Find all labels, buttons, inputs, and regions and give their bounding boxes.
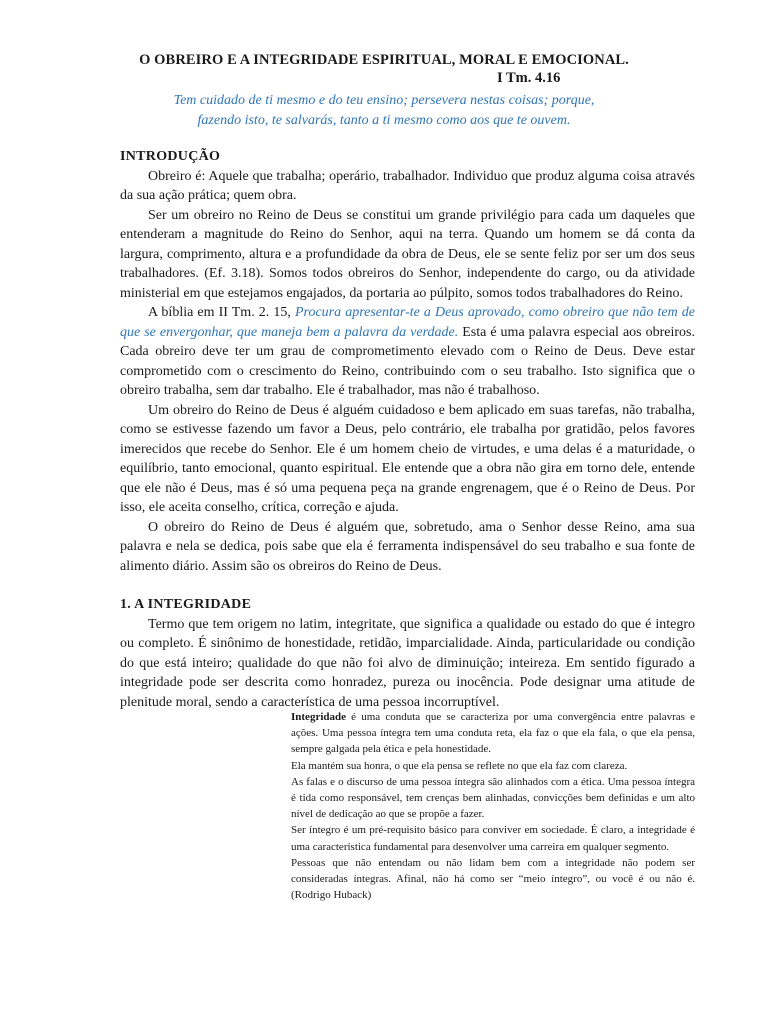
scripture-reference: I Tm. 4.16 xyxy=(497,70,561,86)
section-1-paragraph-1 xyxy=(120,615,695,713)
intro-paragraph-5-text: O obreiro do Reino de Deus é alguém que, sobretudo, ama o Senhor desse Reino, ama sua palavra e nela se dedica, pois sabe que ela é ferramenta indispensável do seu trabalho e sua fonte de alimento diário. Assim são os obreiros do Reino de Deus. xyxy=(120,519,695,574)
integrity-quote-block xyxy=(291,709,695,903)
intro-paragraph-2-text: Ser um obreiro no Reino de Deus se constitui um grande privilégio para cada um daqueles que entenderam a magnitude do Reino do Senhor, aqui na terra. Quando um homem se dá conta da largura, comprimento, altura e a profundidade da obra de Deus, ele se sente feliz por ser um dos seus trabalhadores. (Ef. 3.18). Somos todos obreiros do Senhor, independente do cargo, ou da atividade ministerial em que estejamos engajados, da portaria ao púlpito, somos todos trabalhadores do Reino. xyxy=(120,207,695,301)
quote-paragraph-3: As falas e o discurso de uma pessoa íntegra são alinhados com a ética. Uma pessoa íntegra é tida como responsável, tem crenças bem alinhadas, convicções bem definidas e um alto nível de dedicação ao que se propõe a fazer. xyxy=(291,775,695,821)
intro-paragraph-3-quote: Procura apresentar-te a Deus aprovado, como obreiro que não tem de que se envergonhar, que maneja bem a palavra da verdade. xyxy=(120,305,695,340)
intro-paragraph-4-text: Um obreiro do Reino de Deus é alguém cuidadoso e bem aplicado em suas tarefas, não trabalha, como se estivesse fazendo um favor a Deus, pelo contrário, ele trabalha por gratidão, pelos favores imerecidos que recebe do Senhor. Ele é um homem cheio de virtudes, e uma delas é a maturidade, o equilíbrio, tanto emocional, quanto espiritual. Ele entende que a obra não gira em torno dele, entende que ele não é Deus, mas é só uma pequena peça na grande engrenagem, que é o Reino de Deus. Por isso, ele aceita conselho, crítica, correção e ajuda. xyxy=(120,402,695,515)
quote-paragraph-4: Ser íntegro é um pré-requisito básico para conviver em sociedade. É claro, a integridade é uma característica fundamental para desenvolver uma carreira em qualquer segmento. xyxy=(291,824,695,853)
quote-paragraph-1-text: é uma conduta que se caracteriza por uma convergência entre palavras e ações. Uma pessoa íntegra tem uma conduta reta, ela faz o que ela fala, o que ela pensa, sempre galgada pela ética e pela honestidade. xyxy=(291,711,695,756)
intro-paragraph-5 xyxy=(120,518,695,577)
intro-paragraph-2 xyxy=(120,206,695,304)
quote-paragraph-2: Ela mantém sua honra, o que ela pensa se reflete no que ela faz com clareza. xyxy=(291,759,628,772)
quote-paragraph-5: Pessoas que não entendam ou não lidam bem com a integridade não podem ser consideradas íntegras. Afinal, não há como ser “meio íntegro”, ou você é ou não é. (Rodrigo Huback) xyxy=(291,856,695,902)
quote-paragraph-1 xyxy=(291,709,695,758)
intro-paragraph-3 xyxy=(120,303,695,401)
section-spacer xyxy=(120,576,695,595)
verse-line-2: fazendo isto, te salvarás, tanto a ti mesmo como aos que te ouvem. xyxy=(197,112,571,128)
intro-paragraph-1-text: Obreiro é: Aquele que trabalha; operário, trabalhador. Individuo que produz alguma coisa através da sua ação prática; quem obra. xyxy=(120,168,695,203)
section-1-heading: 1. A INTEGRIDADE xyxy=(120,597,252,612)
epigraph-verse xyxy=(120,91,648,130)
document-body xyxy=(120,147,695,712)
intro-paragraph-3-start: A bíblia em II Tm. 2. 15, xyxy=(148,305,295,320)
document-title: O OBREIRO E A INTEGRIDADE ESPIRITUAL, MORAL E EMOCIONAL. xyxy=(139,52,629,68)
intro-paragraph-4 xyxy=(120,401,695,518)
intro-paragraph-3-end: Esta é uma palavra especial aos obreiros. Cada obreiro deve ter um grau de comprometimento elevado com o Reino de Deus. Deve estar comprometido com o crescimento do Reino, contribuindo com o seu trabalho. Isto significa que o obreiro trabalha, sem dar trabalho. Ele é trabalhador, mas não é trabalhoso. xyxy=(120,324,695,398)
section-1-paragraph-1-text: Termo que tem origem no latim, integritate, que significa a qualidade ou estado do que é integro ou completo. É sinônimo de honestidade, retidão, imparcialidade. Ainda, particularidade ou condição do que está inteiro; qualidade do que não foi alvo de diminuição; inteireza. Em sentido figurado a integridade pode ser descrita como honradez, pureza ou inocência. Pode designar uma atitude de plenitude moral, sendo a característica de uma pessoa incorruptível. xyxy=(120,616,695,710)
intro-paragraph-1 xyxy=(120,167,695,206)
intro-heading: INTRODUÇÃO xyxy=(120,149,221,164)
quote-term: Integridade xyxy=(291,711,346,723)
verse-line-1: Tem cuidado de ti mesmo e do teu ensino; persevera nestas coisas; porque, xyxy=(173,93,595,108)
